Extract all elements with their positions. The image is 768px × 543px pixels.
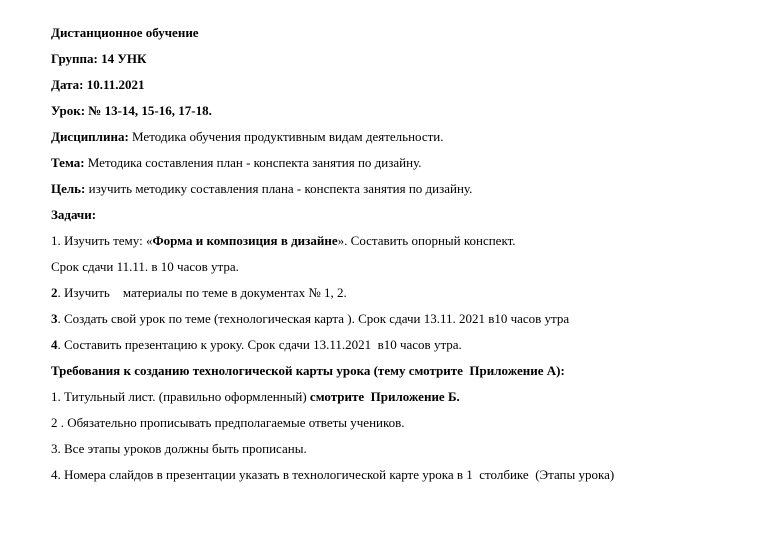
requirements-heading: Требования к созданию технологической карты урока (тему смотрите Приложение А): [51, 363, 565, 378]
discipline-text: Методика обучения продуктивным видам деятельности. [128, 129, 444, 144]
goal-label: Цель: [51, 181, 86, 196]
task-3: 3. Создать свой урок по теме (технологическая карта ). Срок сдачи 13.11. 2021 в10 часов утра [51, 311, 570, 326]
doc-title: Дистанционное обучение [51, 25, 199, 40]
topic-label: Тема: [51, 155, 85, 170]
requirement-4: 4. Номера слайдов в презентации указать в технологической карте урока в 1 столбике (Этапы урока) [51, 467, 615, 482]
tasks-heading: Задачи: [51, 207, 97, 222]
topic-text: Методика составления план - конспекта занятия по дизайну. [84, 155, 422, 170]
task-4: 4. Составить презентацию к уроку. Срок сдачи 13.11.2021 в10 часов утра. [51, 337, 462, 352]
date-line: Дата: 10.11.2021 [51, 77, 145, 92]
task-1: 1. Изучить тему: «Форма и композиция в дизайне». Составить опорный конспект. [51, 233, 516, 248]
task-1-topic: Форма и композиция в дизайне [152, 233, 338, 248]
group-line: Группа: 14 УНК [51, 51, 147, 66]
goal-line [51, 180, 751, 206]
requirement-1: 1. Титульный лист. (правильно оформленный) смотрите Приложение Б. [51, 389, 460, 404]
discipline-label: Дисциплина: [51, 129, 129, 144]
lesson-line: Урок: № 13-14, 15-16, 17-18. [51, 103, 212, 118]
requirement-2: 2 . Обязательно прописывать предполагаемые ответы учеников. [51, 415, 405, 430]
document-page [51, 24, 751, 492]
topic-line [51, 154, 751, 180]
task-2: 2. Изучить материалы по теме в документах № 1, 2. [51, 285, 347, 300]
deadline-1: Срок сдачи 11.11. в 10 часов утра. [51, 259, 239, 274]
goal-text: изучить методику составления плана - конспекта занятия по дизайну. [85, 181, 473, 196]
requirement-3: 3. Все этапы уроков должны быть прописаны. [51, 441, 307, 456]
discipline-line [51, 128, 751, 154]
